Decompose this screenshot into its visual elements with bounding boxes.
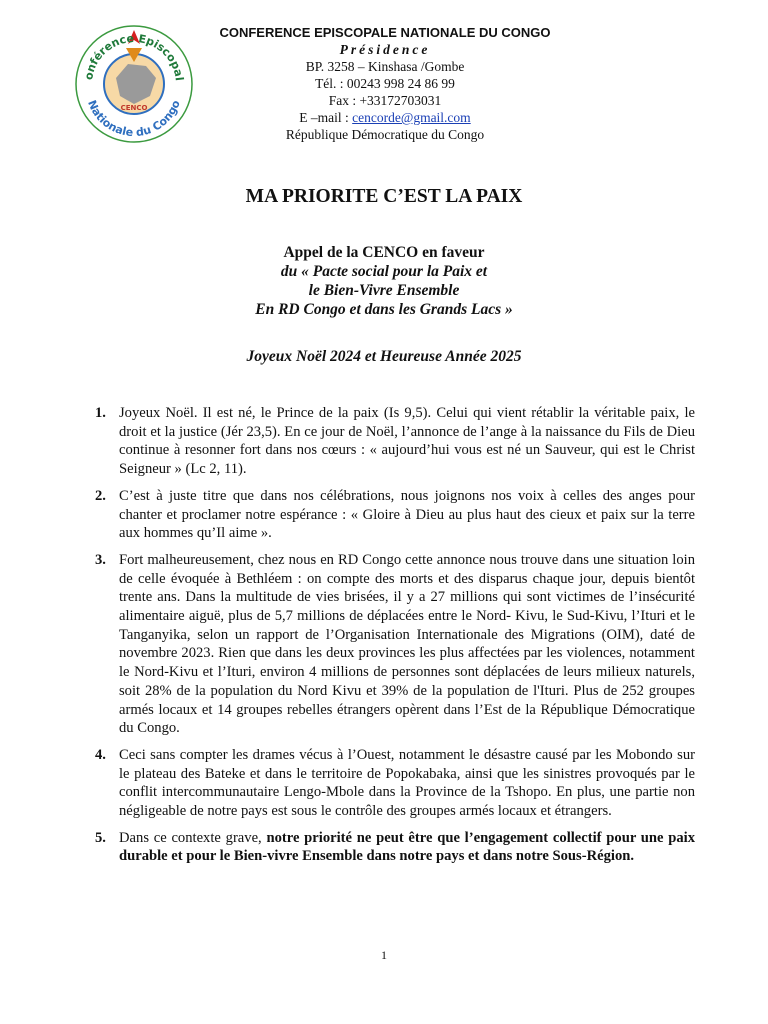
paragraph-number: 4. bbox=[95, 746, 106, 763]
cenco-logo bbox=[70, 18, 198, 146]
paragraph-number: 3. bbox=[95, 551, 106, 568]
page-number: 1 bbox=[381, 948, 387, 962]
paragraph-text: C’est à juste titre que dans nos célébrations, nous joignons nos voix à celles des anges pour chanter et proclamer notre espérance : « Gloire à Dieu au plus haut des cieux et paix sur la terre aux hommes qu’Il aime ». bbox=[119, 487, 695, 542]
fax: Fax : +33172703031 bbox=[328, 93, 442, 108]
paragraph-text: Fort malheureusement, chez nous en RD Congo cette annonce nous trouve dans une situation loin de celle évoquée à Bethléem : on compte des morts et des disparus chaque jour, depuis bientôt trente ans. Dans la multitude de vies brisées, il y a 27 millions qui sont victimes de l’insécurité alimentaire aiguë, plus de 5,7 millions de déplacées entre le Nord- Kivu, le Sud-Kivu, l’Ituri et le Tanganyika, selon un rapport de l’Organisation Internationale des Migrations (OIM), daté de novembre 2023. Rien que dans les deux provinces les plus affectées par les violences, notamment le Nord-Kivu et l’Ituri, environ 4 millions de personnes sont déplacées de leurs milieux naturels, soit 28% de la population du Nord Kivu et 39% de la population de l'Ituri. Plus de 252 groupes armés locaux et 14 groupes rebelles étrangers opèrent dans l’Est de la République Démocratique du Congo. bbox=[119, 551, 695, 737]
telephone: Tél. : 00243 998 24 86 99 bbox=[315, 76, 455, 91]
paragraph-text-bold: notre priorité ne peut être que l’engagement collectif pour une paix durable et pour le Bien-vivre Ensemble dans notre pays et dans notre Sous-Région. bbox=[119, 829, 696, 865]
greeting: Joyeux Noël 2024 et Heureuse Année 2025 bbox=[246, 348, 522, 365]
logo-abbrev: CENCO bbox=[120, 104, 148, 112]
address: BP. 3258 – Kinshasa /Gombe bbox=[305, 59, 465, 74]
appeal-block bbox=[0, 243, 768, 319]
page-title: MA PRIORITE C’EST LA PAIX bbox=[245, 186, 523, 207]
paragraph-3 bbox=[95, 551, 695, 738]
paragraph-text bbox=[119, 829, 695, 866]
paragraph-1 bbox=[95, 404, 695, 479]
paragraph-text: Joyeux Noël. Il est né, le Prince de la paix (Is 9,5). Celui qui vient rétablir la véritable paix, le droit et la justice (Jér 23,5). En ce jour de Noël, l’annonce de l’ange à la naissance du Fils de Dieu continue à resonner fort dans nos cœurs : « aujourd’hui vous est né un Sauveur, qui est le Christ Seigneur » (Lc 2, 11). bbox=[119, 405, 695, 478]
email-label: E –mail : bbox=[299, 110, 353, 125]
email-line bbox=[200, 109, 570, 126]
appeal-line-1: Appel de la CENCO en faveur bbox=[283, 244, 485, 261]
paragraph-number: 2. bbox=[95, 487, 106, 504]
paragraph-5 bbox=[95, 829, 695, 866]
paragraph-number: 5. bbox=[95, 829, 106, 846]
presidence: Présidence bbox=[339, 42, 431, 57]
paragraph-number: 1. bbox=[95, 405, 106, 421]
letterhead bbox=[200, 24, 570, 143]
paragraph-text: Ceci sans compter les drames vécus à l’Ouest, notamment le désastre causé par les Mobondo sur le plateau des Bateke et dans le territoire de Popokabaka, ainsi que les sinistres provoqués par le conflit intercommunautaire Lengo-Mbole dans la Province de la Tshopo. En plus, une partie non négligeable de notre pays est sous le contrôle des groupes armés locaux et étrangers. bbox=[119, 746, 695, 820]
appeal-line-3: le Bien-Vivre Ensemble bbox=[308, 282, 460, 299]
country: République Démocratique du Congo bbox=[285, 127, 485, 142]
paragraph-2 bbox=[95, 487, 695, 543]
paragraph-text-plain: Dans ce contexte grave, bbox=[119, 829, 267, 846]
numbered-paragraphs bbox=[95, 404, 695, 874]
appeal-line-4: En RD Congo et dans les Grands Lacs » bbox=[255, 301, 513, 318]
logo-text-top: onférence Episcopal bbox=[82, 31, 186, 82]
email-link[interactable]: cencorde@gmail.com bbox=[352, 110, 471, 125]
paragraph-4 bbox=[95, 746, 695, 821]
logo-text-bottom: Nationale du Congo bbox=[85, 98, 183, 140]
appeal-line-2: du « Pacte social pour la Paix et bbox=[280, 263, 488, 280]
org-name: CONFERENCE EPISCOPALE NATIONALE DU CONGO bbox=[219, 25, 551, 40]
